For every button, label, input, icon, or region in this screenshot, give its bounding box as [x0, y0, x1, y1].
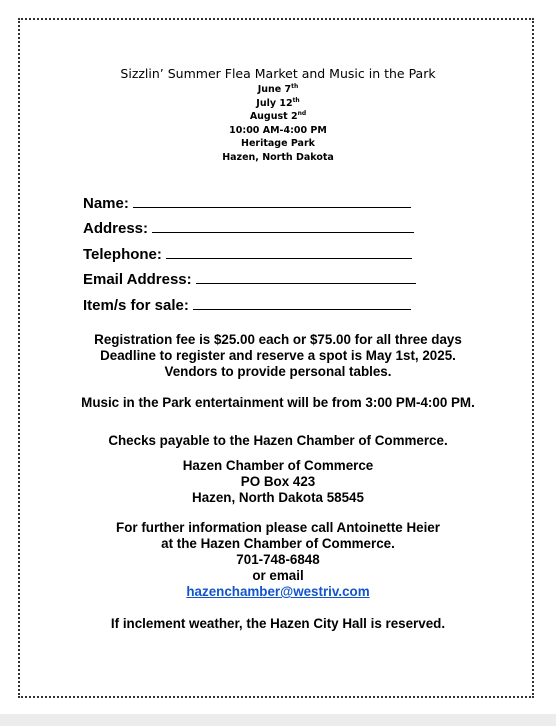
address-line[interactable]: [152, 232, 414, 233]
contact-block: [18, 520, 538, 600]
deadline-text: Deadline to register and reserve a spot is May 1st, 2025.: [100, 348, 456, 363]
event-date-3: August 2nd: [249, 110, 307, 122]
name-line[interactable]: [133, 207, 411, 208]
name-field[interactable]: [83, 186, 416, 212]
items-field[interactable]: [83, 288, 416, 314]
email-link[interactable]: hazenchamber@westriv.com: [186, 584, 370, 599]
music-text: Music in the Park entertainment will be from 3:00 PM-4:00 PM.: [81, 395, 475, 410]
event-date-1: June 7th: [257, 83, 299, 95]
contact-line2: at the Hazen Chamber of Commerce.: [161, 536, 395, 551]
email-line[interactable]: [196, 283, 416, 284]
tables-text: Vendors to provide personal tables.: [164, 364, 392, 379]
event-date-2: July 12th: [256, 96, 300, 109]
email-field[interactable]: [83, 263, 416, 289]
event-header: [18, 64, 538, 164]
event-time: 10:00 AM-4:00 PM: [229, 124, 327, 136]
weather-text: If inclement weather, the Hazen City Hall is reserved.: [110, 616, 446, 631]
address-city: Hazen, North Dakota 58545: [192, 490, 364, 505]
address-field[interactable]: [83, 212, 416, 238]
telephone-line[interactable]: [166, 258, 412, 259]
address-org: Hazen Chamber of Commerce: [182, 458, 374, 473]
checks-text: Checks payable to the Hazen Chamber of Commerce.: [108, 433, 448, 448]
telephone-field[interactable]: [83, 237, 416, 263]
name-label: Name:: [83, 194, 129, 212]
contact-line1: For further information please call Antoinette Heier: [116, 520, 440, 535]
address-box: PO Box 423: [240, 474, 316, 489]
fee-text: Registration fee is $25.00 each or $75.00 for all three days: [94, 332, 462, 347]
mailing-address: [18, 458, 538, 506]
items-label: Item/s for sale:: [83, 296, 189, 314]
contact-phone: 701-748-6848: [236, 552, 320, 567]
telephone-label: Telephone:: [83, 245, 162, 263]
event-venue: Heritage Park: [241, 138, 315, 149]
items-line[interactable]: [193, 309, 411, 310]
contact-or-email: or email: [252, 568, 304, 583]
page-bottom-strip: [0, 714, 556, 726]
email-label: Email Address:: [83, 271, 192, 288]
event-title: Sizzlin’ Summer Flea Market and Music in the Park: [120, 66, 436, 81]
fee-block: [18, 332, 538, 380]
event-city: Hazen, North Dakota: [222, 151, 334, 163]
address-label: Address:: [83, 220, 149, 237]
registration-form: [83, 186, 416, 314]
